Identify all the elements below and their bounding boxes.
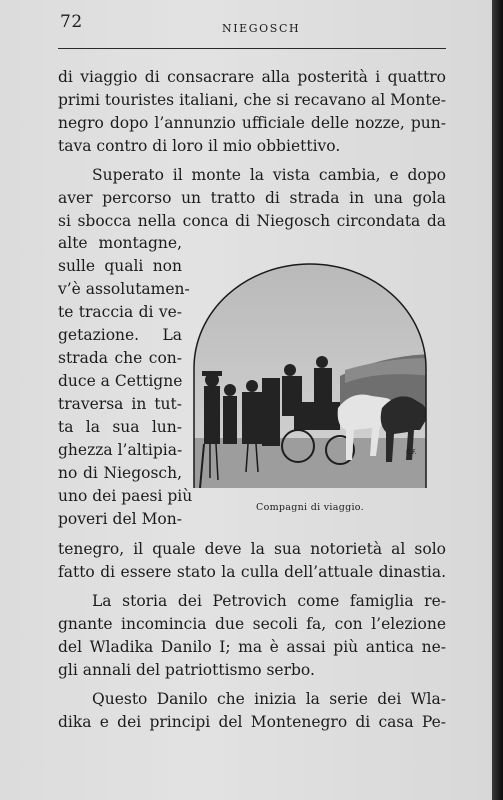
text-line: getazione. La — [58, 326, 182, 344]
text-line: sulle quali non — [58, 257, 182, 275]
text-line: v’è assolutamen- — [58, 280, 190, 298]
text-line: gnante incomincia due secoli fa, con l’elezione — [58, 615, 446, 633]
text-line: alte montagne, — [58, 234, 182, 252]
photo-signature: C.F. — [406, 449, 417, 456]
page-edge — [492, 0, 503, 800]
text-line: di viaggio di consacrare alla posterità i quattro — [58, 68, 446, 86]
photo-figure — [190, 258, 430, 490]
text-line: duce a Cettigne — [58, 372, 183, 390]
text-line: del Wladika Danilo I; ma è assai più antica ne- — [58, 638, 446, 656]
text-line: La storia dei Petrovich come famiglia re- — [92, 592, 446, 610]
text-line: dika e dei principi del Montenegro di casa Pe- — [58, 713, 446, 731]
text-line: ta la sua lun- — [58, 418, 182, 436]
text-line: tava contro di loro il mio obbiettivo. — [58, 137, 341, 155]
text-line: poveri del Mon- — [58, 510, 182, 528]
text-line: primi touristes italiani, che si recavano al Monte- — [58, 91, 446, 109]
travel-companions-photo — [190, 258, 430, 490]
text-line: gli annali del patriottismo serbo. — [58, 661, 315, 679]
figure-caption: Compagni di viaggio. — [256, 502, 364, 513]
text-line: tenegro, il quale deve la sua notorietà al solo — [58, 540, 446, 558]
text-line: Questo Danilo che inizia la serie dei Wla- — [92, 690, 446, 708]
text-line: si sbocca nella conca di Niegosch circondata da — [58, 212, 446, 230]
text-line: aver percorso un tratto di strada in una gola — [58, 189, 446, 207]
text-line: uno dei paesi più — [58, 487, 193, 505]
text-line: fatto di essere stato la culla dell’attuale dinastia. — [58, 563, 446, 581]
text-line: te traccia di ve- — [58, 303, 182, 321]
text-line: Superato il monte la vista cambia, e dopo — [92, 166, 446, 184]
running-title: NIEGOSCH — [222, 22, 301, 35]
text-line: strada che con- — [58, 349, 182, 367]
text-line: no di Niegosch, — [58, 464, 182, 482]
text-line: ghezza l’altipia- — [58, 441, 183, 459]
header-rule — [58, 48, 446, 49]
text-line: traversa in tut- — [58, 395, 182, 413]
page-number: 72 — [60, 12, 83, 32]
text-line: negro dopo l’annunzio ufficiale delle nozze, pun- — [58, 114, 446, 132]
